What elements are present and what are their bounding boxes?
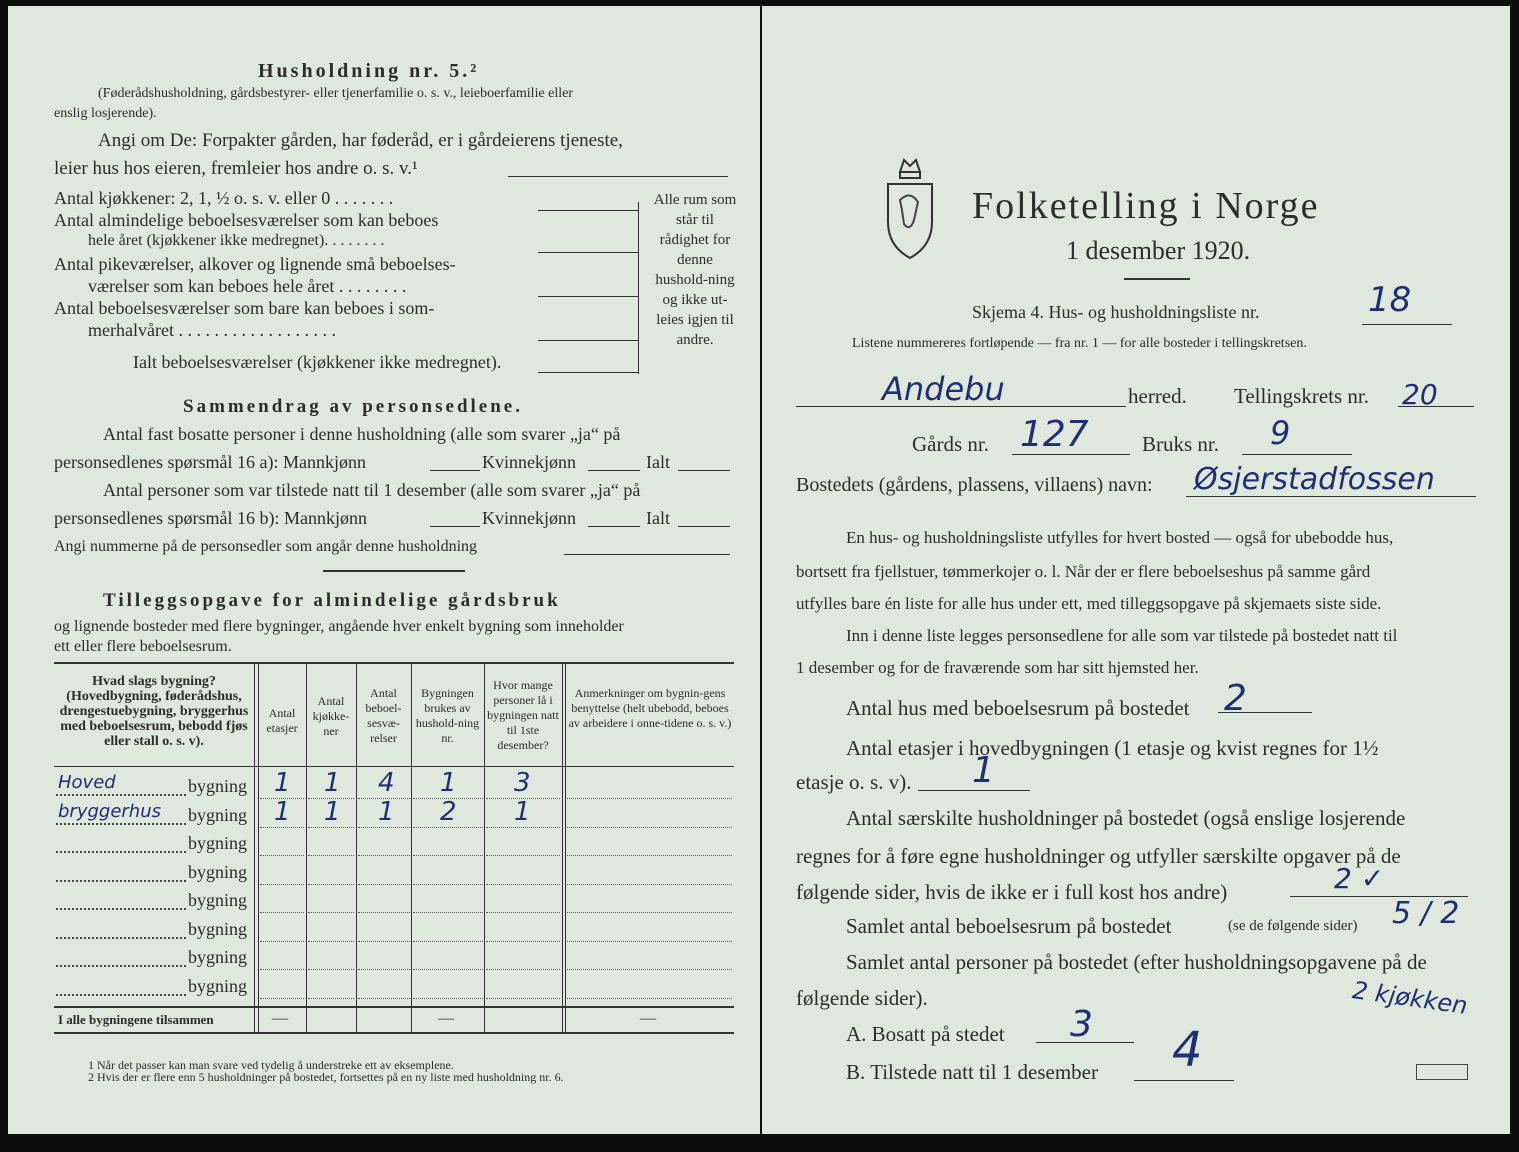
col-header-household: Bygningen brukes av hushold-ning nr. [415,686,480,745]
q-persons-line1: Samlet antal personer på bostedet (efter husholdningsopgavene på de [846,950,1427,974]
summary-a-female: Kvinnekjønn [482,452,576,472]
rooms-ordinary-label-2: hele året (kjøkkener ikke medregnet). . . . . . . . [88,232,385,249]
rooms-total-label: Ialt beboelsesværelser (kjøkkener ikke medregnet). [133,352,502,372]
col-header-floors: Antal etasjer [266,706,298,735]
instruction-line5: 1 desember og for de fraværende som har sitt hjemsted her. [796,658,1199,677]
row-etasjer-value: 1 [274,768,291,798]
q-rooms-label: Samlet antal beboelsesrum på bostedet [846,914,1172,938]
q-households-line3: følgende sider, hvis de ikke er i full kost hos andre) [796,880,1228,904]
summary-a-line1: Antal fast bosatte personer i denne husholdning (alle som svarer „ja“ på [103,424,621,444]
row-building-suffix: bygning [188,947,248,967]
household-title: Husholdning nr. 5.² [258,60,480,82]
b-present-value: 4 [1172,1022,1203,1078]
q-rooms-note: (se de følgende sider) [1228,918,1358,934]
schema-number: 18 [1368,280,1412,320]
a-resident-value: 3 [1070,1004,1093,1045]
list-note: Listene nummereres fortløpende — fra nr. 1 — for alle bosteder i tellingskretsen. [852,336,1307,351]
row-building-suffix: bygning [188,776,248,796]
row-personer-value: 3 [514,768,531,798]
margin-note: 2 kjøkken [1350,976,1470,1020]
tellingskrets-label: Tellingskrets nr. [1234,384,1370,408]
instruction-line4: Inn i denne liste legges personsedlene for alle som var tilstede på bostedet natt til [846,626,1398,645]
table-total-dash-floors: — [272,1010,288,1027]
summary-b-line2: personsedlenes spørsmål 16 b): Mannkjønn [54,508,367,528]
instruction-line1: En hus- og husholdningsliste utfylles for hvert bosted — også for ubebodde hus, [846,528,1394,547]
row-hushold-value: 2 [440,796,457,827]
table-total-dash-household: — [438,1010,454,1027]
row-building-suffix: bygning [188,975,248,996]
household-ask-line1: Angi om De: Forpakter gården, har føderåd, er i gårdeierens tjeneste, [98,130,623,151]
rooms-side-note: Alle rum som står til rådighet for denne hushold-ning og ikke ut-leies igjen til andre. [653,192,737,348]
col-header-persons: Hvor mange personer lå i bygningen natt til 1ste desember? [487,678,559,752]
rooms-maid-label-1: Antal pikeværelser, alkover og lignende små beboelses- [54,254,456,274]
b-present-label: B. Tilstede natt til 1 desember [846,1060,1098,1084]
row-vaerelser-value: 4 [378,768,395,798]
right-page [762,6,1510,1134]
col-header-kitchens: Antal kjøkke-ner [312,694,350,738]
household-ask-line2: leier hus hos eieren, fremleier hos andre o. s. v.¹ [54,158,418,179]
herred-label: herred. [1128,384,1187,408]
gards-label: Gårds nr. [912,432,989,456]
rooms-summer-label-1: Antal beboelsesværelser som bare kan beboes i som- [54,298,435,318]
q-floors-value: 1 [972,750,995,791]
q-households-value: 2 ✓ [1334,862,1385,895]
bosted-value: Øsjerstadfossen [1194,462,1435,497]
row-kjokkener-value: 1 [324,768,341,798]
bruks-label: Bruks nr. [1142,432,1220,456]
q-houses-value: 2 [1224,678,1247,719]
bosted-label: Bostedets (gårdens, plassens, villaens) navn: [796,474,1153,496]
q-households-line2: regnes for å føre egne husholdninger og utfyller særskilte opgaver på de [796,844,1401,868]
row-building-suffix: bygning [188,861,248,882]
farm-text-line2: ett eller flere beboelsesrum. [54,638,232,655]
row-hushold-value: 1 [440,768,457,798]
instruction-line2: bortsett fra fjellstuer, tømmerkojer o. l. Når der er flere beboelseshus på samme gård [796,562,1371,581]
herred-value: Andebu [882,370,1005,408]
summary-numbers-label: Angi nummerne på de personsedler som angår denne husholdning [54,538,478,555]
schema-label: Skjema 4. Hus- og husholdningsliste nr. [972,302,1260,322]
footnote-2: 2 Hvis der er flere enn 5 husholdninger på bostedet, fortsettes på en ny liste med husholdning nr. 6. [88,1070,564,1084]
rooms-maid-label-2: værelser som kan beboes hele året . . . . . . . . [88,276,407,296]
rooms-kitchens-label: Antal kjøkkener: 2, 1, ½ o. s. v. eller 0 . . . . . . . [54,188,394,208]
tellingskrets-value: 20 [1402,378,1438,411]
summary-b-total: Ialt [646,508,670,528]
row-building-name: Hoved [58,772,116,793]
summary-b-female: Kvinnekjønn [482,508,576,528]
q-rooms-value: 5 / 2 [1392,896,1460,931]
row-etasjer-value: 1 [274,796,291,827]
rooms-ordinary-label-1: Antal almindelige beboelsesværelser som kan beboes [54,210,439,230]
col-header-rooms: Antal beboel-sesvæ-relser [365,686,402,745]
table-total-label: I alle bygningene tilsammen [58,1012,214,1027]
footnote-1: 1 Når det passer kan man svare ved tydelig å understreke ett av eksemplene. [88,1058,454,1072]
q-households-line1: Antal særskilte husholdninger på bostedet (også enslige losjerende [846,806,1406,830]
col-header-building: Hvad slags bygning? (Hovedbygning, føderådshus, drengestuebygning, bryggerhus med beboelsesrum, bebodd fjøs eller stall o. s. v). [59,674,249,749]
rooms-summer-label-2: merhalvåret . . . . . . . . . . . . . . . . . . [88,320,336,340]
bruks-value: 9 [1270,414,1291,452]
q-houses-label: Antal hus med beboelsesrum på bostedet [846,696,1190,720]
farm-title: Tilleggsopgave for almindelige gårdsbruk [103,590,561,611]
row-personer-value: 1 [514,796,531,827]
summary-title: Sammendrag av personsedlene. [183,396,523,417]
census-date: 1 desember 1920. [1066,236,1251,265]
census-title: Folketelling i Norge [972,185,1320,227]
row-building-suffix: bygning [188,890,248,910]
instruction-line3: utfylles bare én liste for alle hus under ett, med tilleggsopgave på skjemaets siste side. [796,594,1382,613]
gards-value: 127 [1020,414,1089,455]
row-kjokkener-value: 1 [324,796,341,827]
household-intro-line1: (Føderådshusholdning, gårdsbestyrer- eller tjenerfamilie o. s. v., leieboerfamilie eller [98,86,574,101]
row-vaerelser-value: 1 [378,796,395,827]
q-persons-line2: følgende sider). [796,986,928,1010]
table-total-dash-remarks: — [640,1010,656,1027]
row-building-suffix: bygning [188,833,248,853]
farm-text-line1: og lignende bosteder med flere bygninger, angående hver enkelt bygning som inneholder [54,618,624,635]
row-building-suffix: bygning [188,918,248,939]
row-building-name: bryggerhus [58,800,161,822]
summary-b-line1: Antal personer som var tilstede natt til 1 desember (alle som svarer „ja“ på [103,480,641,500]
a-resident-label: A. Bosatt på stedet [846,1022,1005,1046]
coat-of-arms-icon [882,150,938,262]
printer-stamp [1416,1064,1468,1080]
q-floors-line1: Antal etasjer i hovedbygningen (1 etasje og kvist regnes for 1½ [846,736,1379,760]
summary-a-total: Ialt [646,452,670,472]
household-intro-line2: enslig losjerende). [54,106,157,121]
col-header-remarks: Anmerkninger om bygnin-gens benyttelse (helt ubebodd, beboes av arbeidere i onne-tidene o. s. v.) [568,686,732,730]
summary-a-line2: personsedlenes spørsmål 16 a): Mannkjønn [54,452,366,472]
row-building-suffix: bygning [188,804,248,825]
q-floors-line2: etasje o. s. v). [796,770,912,794]
left-page [8,6,760,1134]
